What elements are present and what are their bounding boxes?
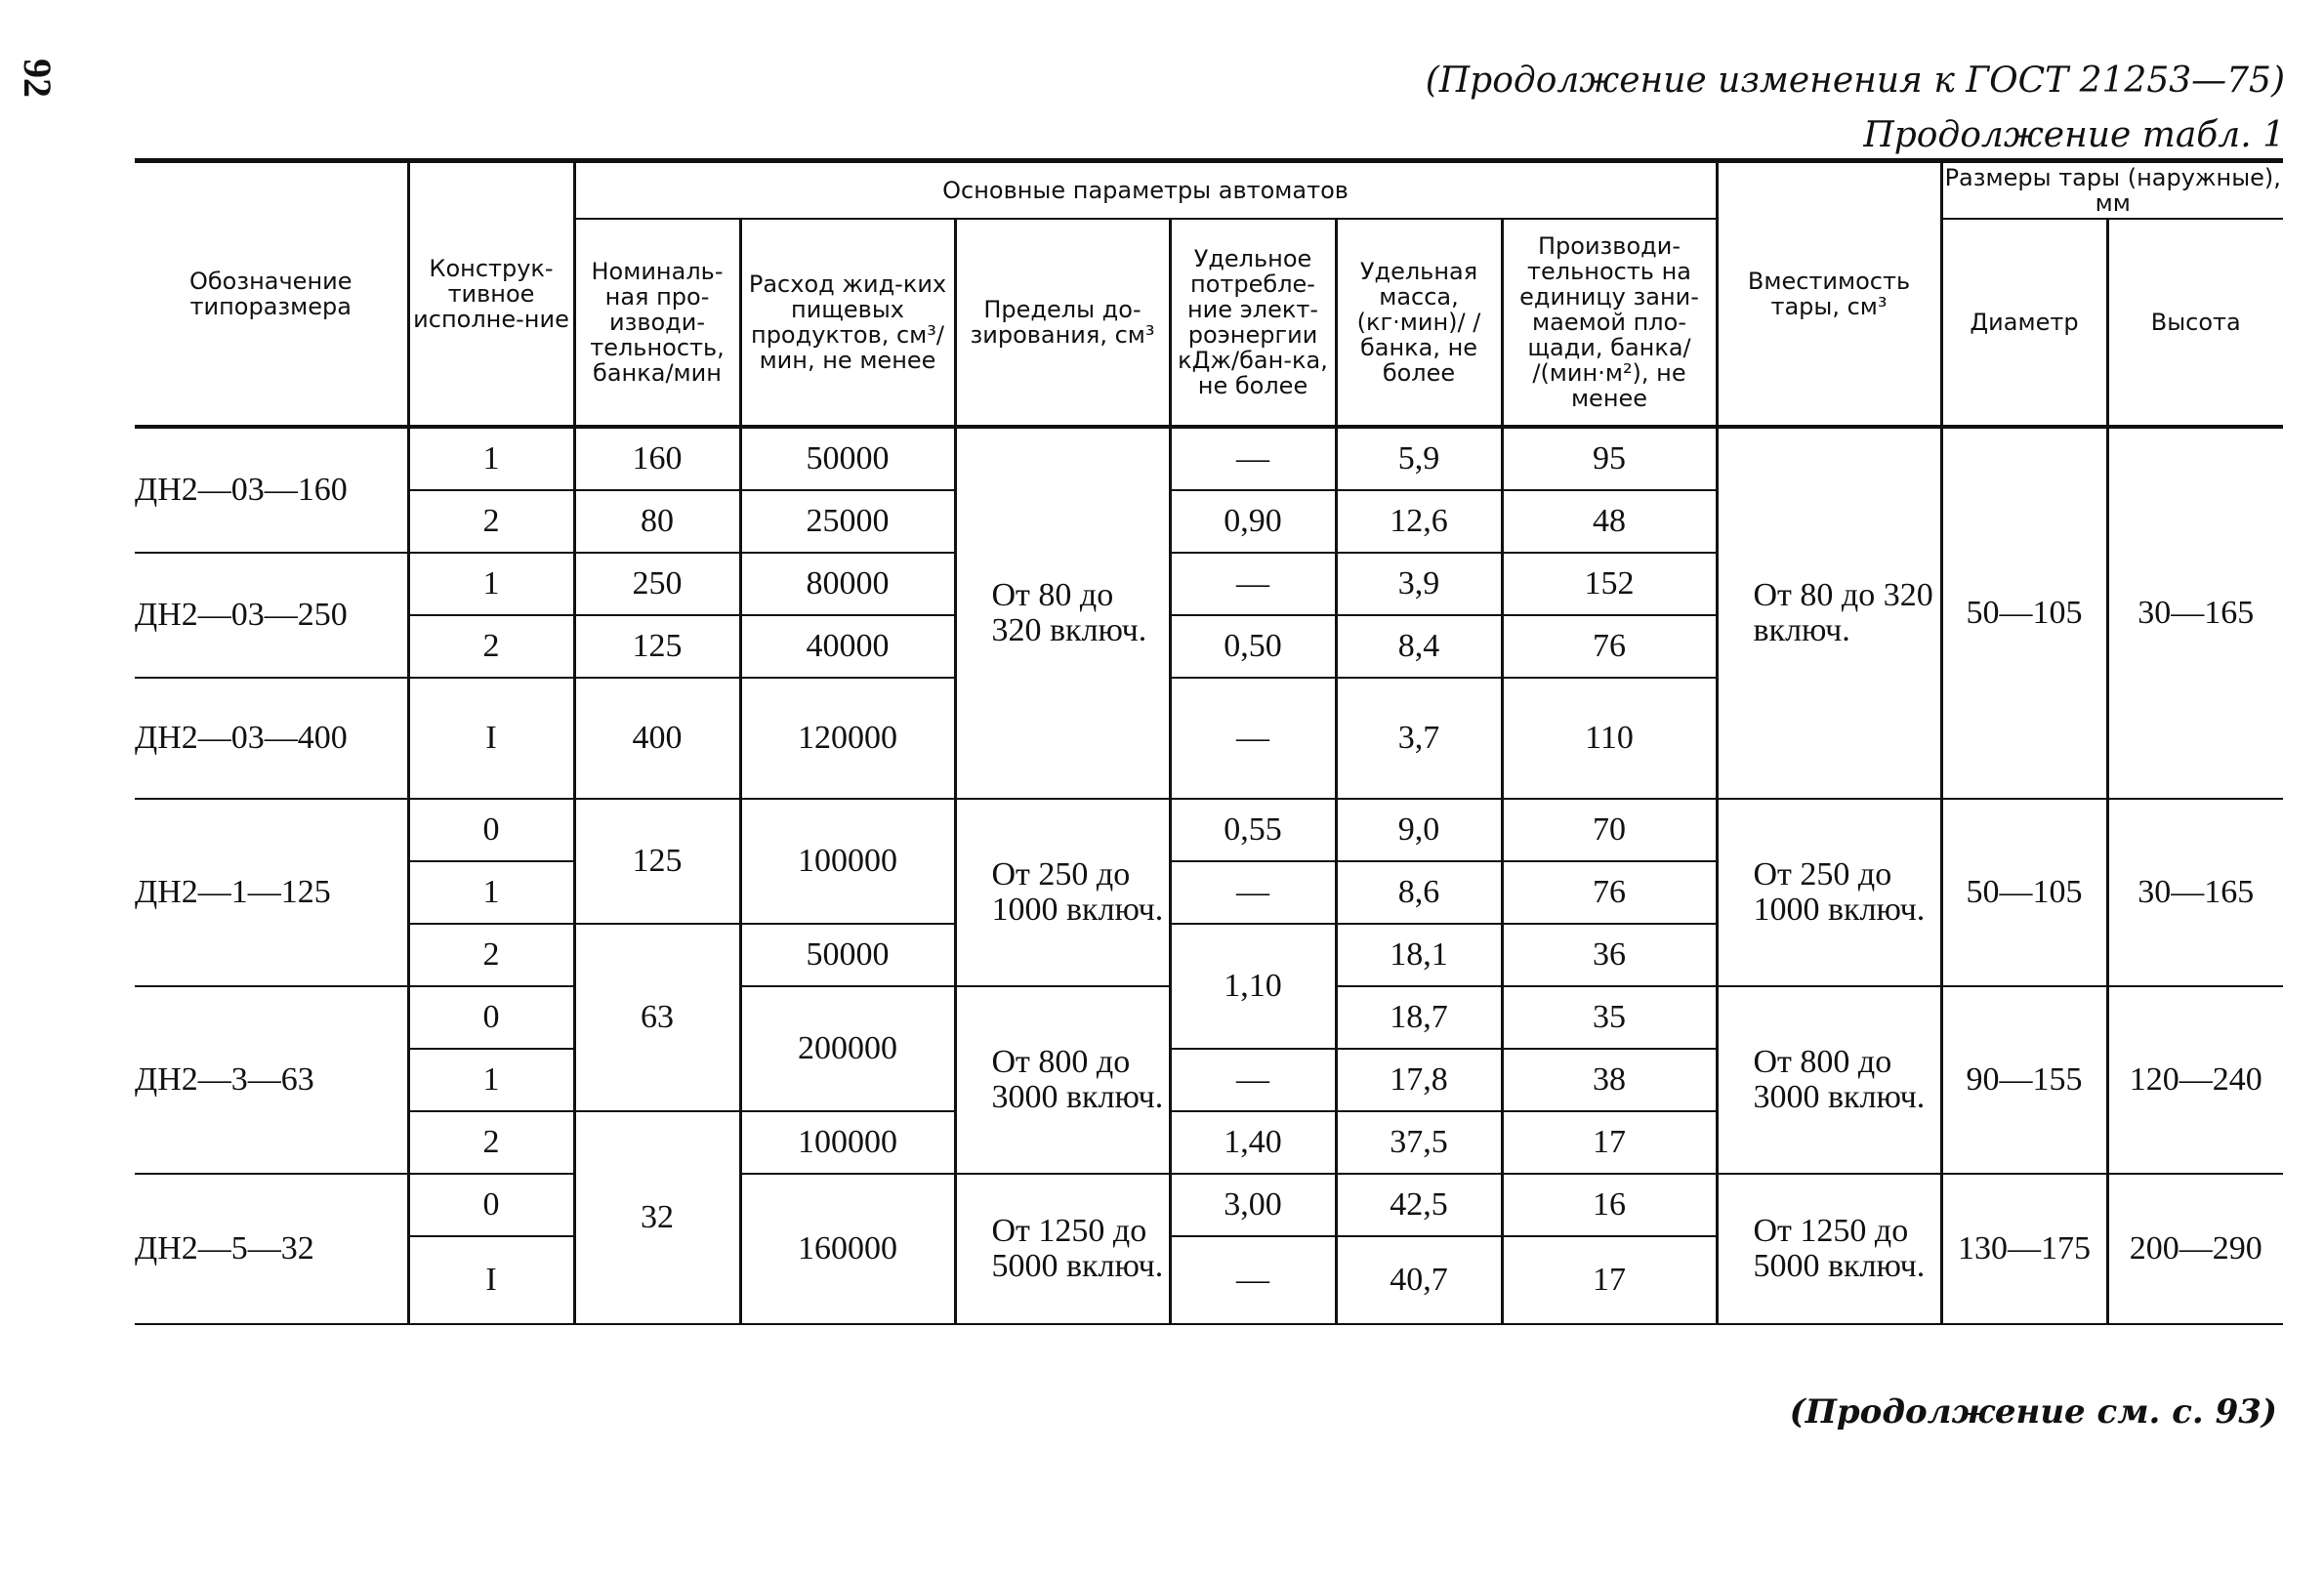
col-height: Высота [2107,219,2283,427]
mass-cell: 17,8 [1336,1049,1502,1111]
productivity-cell: 76 [1502,861,1717,924]
col-capacity: Вместимость тары, см³ [1717,161,1941,428]
energy-cell: — [1170,427,1336,490]
table-continuation-label: Продолжение табл. 1 [1863,115,2285,155]
height-cell: 200—290 [2107,1174,2283,1324]
mass-cell: 18,7 [1336,986,1502,1049]
col-container-size: Размеры тары (наружные), мм [1941,161,2283,220]
energy-cell: 0,55 [1170,799,1336,861]
col-diameter: Диаметр [1941,219,2107,427]
productivity-cell: 38 [1502,1049,1717,1111]
dosing-cell: От 250 до 1000 включ. [955,799,1170,986]
capacity-cell: От 80 до 320 включ. [1717,427,1941,799]
mass-cell: 3,9 [1336,553,1502,615]
design-cell: 2 [408,615,574,678]
flow-cell: 50000 [740,924,955,986]
model-cell: ДН2—5—32 [135,1174,408,1324]
flow-cell: 80000 [740,553,955,615]
flow-cell: 120000 [740,678,955,799]
dosing-cell: От 80 до 320 включ. [955,427,1170,799]
energy-cell: 0,50 [1170,615,1336,678]
design-cell: 0 [408,1174,574,1236]
model-cell: ДН2—03—400 [135,678,408,799]
design-cell: 1 [408,1049,574,1111]
productivity-cell: 95 [1502,427,1717,490]
col-productivity: Производи-тельность на единицу зани-маемой пло-щади, банка/ /(мин·м²), не менее [1502,219,1717,427]
design-cell: 1 [408,553,574,615]
design-cell: 1 [408,427,574,490]
flow-cell: 100000 [740,1111,955,1174]
col-main-params: Основные параметры автоматов [574,161,1717,220]
table-row [135,1174,2283,1236]
col-dosing: Пределы до-зирования, см³ [955,219,1170,427]
nominal-cell: 125 [574,615,740,678]
nominal-cell: 250 [574,553,740,615]
energy-cell: — [1170,678,1336,799]
design-cell: 0 [408,799,574,861]
height-cell: 120—240 [2107,986,2283,1174]
productivity-cell: 110 [1502,678,1717,799]
model-cell: ДН2—3—63 [135,986,408,1174]
design-cell: 1 [408,861,574,924]
nominal-cell: 63 [574,924,740,1111]
productivity-cell: 16 [1502,1174,1717,1236]
nominal-cell: 32 [574,1111,740,1324]
col-designation: Обозначение типоразмера [135,161,408,428]
mass-cell: 8,4 [1336,615,1502,678]
diameter-cell: 50—105 [1941,427,2107,799]
col-flow: Расход жид-ких пищевых продуктов, см³/мин, не менее [740,219,955,427]
model-cell: ДН2—1—125 [135,799,408,986]
productivity-cell: 35 [1502,986,1717,1049]
energy-cell: — [1170,1236,1336,1324]
flow-cell: 25000 [740,490,955,553]
energy-cell: — [1170,553,1336,615]
design-cell: I [408,678,574,799]
productivity-cell: 36 [1502,924,1717,986]
energy-cell: — [1170,861,1336,924]
design-cell: 2 [408,1111,574,1174]
mass-cell: 3,7 [1336,678,1502,799]
productivity-cell: 17 [1502,1236,1717,1324]
mass-cell: 9,0 [1336,799,1502,861]
productivity-cell: 152 [1502,553,1717,615]
nominal-cell: 160 [574,427,740,490]
energy-cell: — [1170,1049,1336,1111]
energy-cell: 1,10 [1170,924,1336,1049]
flow-cell: 50000 [740,427,955,490]
col-energy: Удельное потребле-ние элект-роэнергии кДж/бан-ка, не более [1170,219,1336,427]
continuation-note: (Продолжение см. с. 93) [1789,1392,2277,1432]
model-cell: ДН2—03—250 [135,553,408,678]
mass-cell: 12,6 [1336,490,1502,553]
productivity-cell: 70 [1502,799,1717,861]
diameter-cell: 130—175 [1941,1174,2107,1324]
nominal-cell: 80 [574,490,740,553]
design-cell: 2 [408,924,574,986]
design-cell: I [408,1236,574,1324]
height-cell: 30—165 [2107,799,2283,986]
col-design: Конструк-тивное исполне-ние [408,161,574,428]
document-reference: (Продолжение изменения к ГОСТ 21253—75) [1425,61,2285,101]
dosing-cell: От 800 до 3000 включ. [955,986,1170,1174]
mass-cell: 8,6 [1336,861,1502,924]
table-row [135,427,2283,490]
mass-cell: 42,5 [1336,1174,1502,1236]
diameter-cell: 50—105 [1941,799,2107,986]
page-number: 92 [16,59,60,98]
capacity-cell: От 1250 до 5000 включ. [1717,1174,1941,1324]
col-mass: Удельная масса, (кг·мин)/ /банка, не более [1336,219,1502,427]
table-row [135,799,2283,861]
productivity-cell: 17 [1502,1111,1717,1174]
flow-cell: 100000 [740,799,955,924]
nominal-cell: 400 [574,678,740,799]
model-cell: ДН2—03—160 [135,427,408,553]
mass-cell: 18,1 [1336,924,1502,986]
design-cell: 0 [408,986,574,1049]
col-nominal: Номиналь-ная про-изводи-тельность, банка/мин [574,219,740,427]
height-cell: 30—165 [2107,427,2283,799]
flow-cell: 200000 [740,986,955,1111]
energy-cell: 1,40 [1170,1111,1336,1174]
productivity-cell: 48 [1502,490,1717,553]
mass-cell: 37,5 [1336,1111,1502,1174]
flow-cell: 40000 [740,615,955,678]
mass-cell: 5,9 [1336,427,1502,490]
productivity-cell: 76 [1502,615,1717,678]
table-body [135,427,2283,1324]
dosing-cell: От 1250 до 5000 включ. [955,1174,1170,1324]
design-cell: 2 [408,490,574,553]
nominal-cell: 125 [574,799,740,924]
diameter-cell: 90—155 [1941,986,2107,1174]
parameters-table-wrapper [135,158,2283,1325]
energy-cell: 3,00 [1170,1174,1336,1236]
table-header [135,161,2283,428]
capacity-cell: От 250 до 1000 включ. [1717,799,1941,986]
flow-cell: 160000 [740,1174,955,1324]
capacity-cell: От 800 до 3000 включ. [1717,986,1941,1174]
energy-cell: 0,90 [1170,490,1336,553]
parameters-table [135,158,2283,1325]
mass-cell: 40,7 [1336,1236,1502,1324]
